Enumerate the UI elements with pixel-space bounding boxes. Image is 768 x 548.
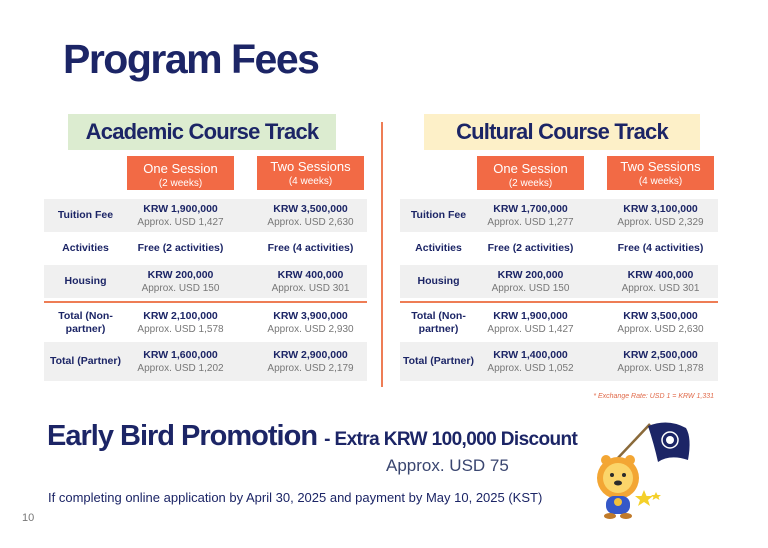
cultural-header-row [400,156,718,199]
row-label: Activities [62,242,109,254]
value-cell: Free (2 activities) [487,242,574,254]
star-icon [635,490,661,506]
row-label: Total (Partner) [50,355,121,367]
row-label: Tuition Fee [57,209,114,221]
value-cell: Free (4 activities) [267,242,354,254]
header-two-sessions: Two Sessions (4 weeks) [257,156,364,190]
header-one-session: One Session (2 weeks) [477,156,584,190]
value-cell: KRW 1,600,000 Approx. USD 1,202 [137,348,224,374]
page-number: 10 [22,512,35,524]
value-cell: KRW 400,000 Approx. USD 301 [271,268,350,294]
row-label: Housing [64,275,107,287]
exchange-rate-note: * Exchange Rate: USD 1 = KRW 1,331 [593,393,714,400]
mascot-illustration [588,418,708,523]
value-cell: KRW 1,900,000 Approx. USD 1,427 [137,202,224,228]
row-label: Tuition Fee [410,209,467,221]
academic-track-title: Academic Course Track [68,114,336,150]
value-cell: Free (4 activities) [617,242,704,254]
table-row [400,265,718,298]
academic-fee-table [44,156,367,381]
academic-header-row [44,156,367,199]
table-row [400,232,718,265]
promo-condition: If completing online application by April 30, 2025 and payment by May 10, 2025 (KST) [48,490,543,505]
table-row [44,303,367,342]
track-divider [381,122,383,387]
value-cell: KRW 1,700,000 Approx. USD 1,277 [487,202,574,228]
promo-title: Early Bird Promotion [47,420,318,452]
value-cell: KRW 2,100,000 Approx. USD 1,578 [137,309,224,335]
row-label: Total (Non-partner) [58,309,113,335]
value-cell: KRW 200,000 Approx. USD 150 [491,268,570,294]
row-label: Total (Partner) [403,355,474,367]
table-row [44,199,367,232]
header-one-session: One Session (2 weeks) [127,156,234,190]
cultural-fee-table [400,156,718,381]
table-row [400,303,718,342]
value-cell: KRW 3,500,000 Approx. USD 2,630 [617,309,704,335]
table-row [400,199,718,232]
promo-heading [47,420,577,453]
value-cell: KRW 200,000 Approx. USD 150 [141,268,220,294]
value-cell: KRW 3,900,000 Approx. USD 2,930 [267,309,354,335]
table-row [44,265,367,298]
lion-mascot-icon [597,455,639,519]
row-label: Activities [415,242,462,254]
header-two-sessions: Two Sessions (4 weeks) [607,156,714,190]
value-cell: KRW 2,900,000 Approx. USD 2,179 [267,348,354,374]
promo-subtitle: - Extra KRW 100,000 Discount [324,429,578,450]
table-row [44,232,367,265]
table-row [400,342,718,381]
value-cell: Free (2 activities) [137,242,224,254]
value-cell: KRW 2,500,000 Approx. USD 1,878 [617,348,704,374]
row-label: Total (Non-partner) [411,309,466,335]
cultural-track-title: Cultural Course Track [424,114,700,150]
value-cell: KRW 1,400,000 Approx. USD 1,052 [487,348,574,374]
value-cell: KRW 3,100,000 Approx. USD 2,329 [617,202,704,228]
value-cell: KRW 400,000 Approx. USD 301 [621,268,700,294]
value-cell: KRW 1,900,000 Approx. USD 1,427 [487,309,574,335]
promo-approx: Approx. USD 75 [386,456,509,475]
row-label: Housing [417,275,460,287]
table-row [44,342,367,381]
value-cell: KRW 3,500,000 Approx. USD 2,630 [267,202,354,228]
page-title: Program Fees [63,36,319,82]
